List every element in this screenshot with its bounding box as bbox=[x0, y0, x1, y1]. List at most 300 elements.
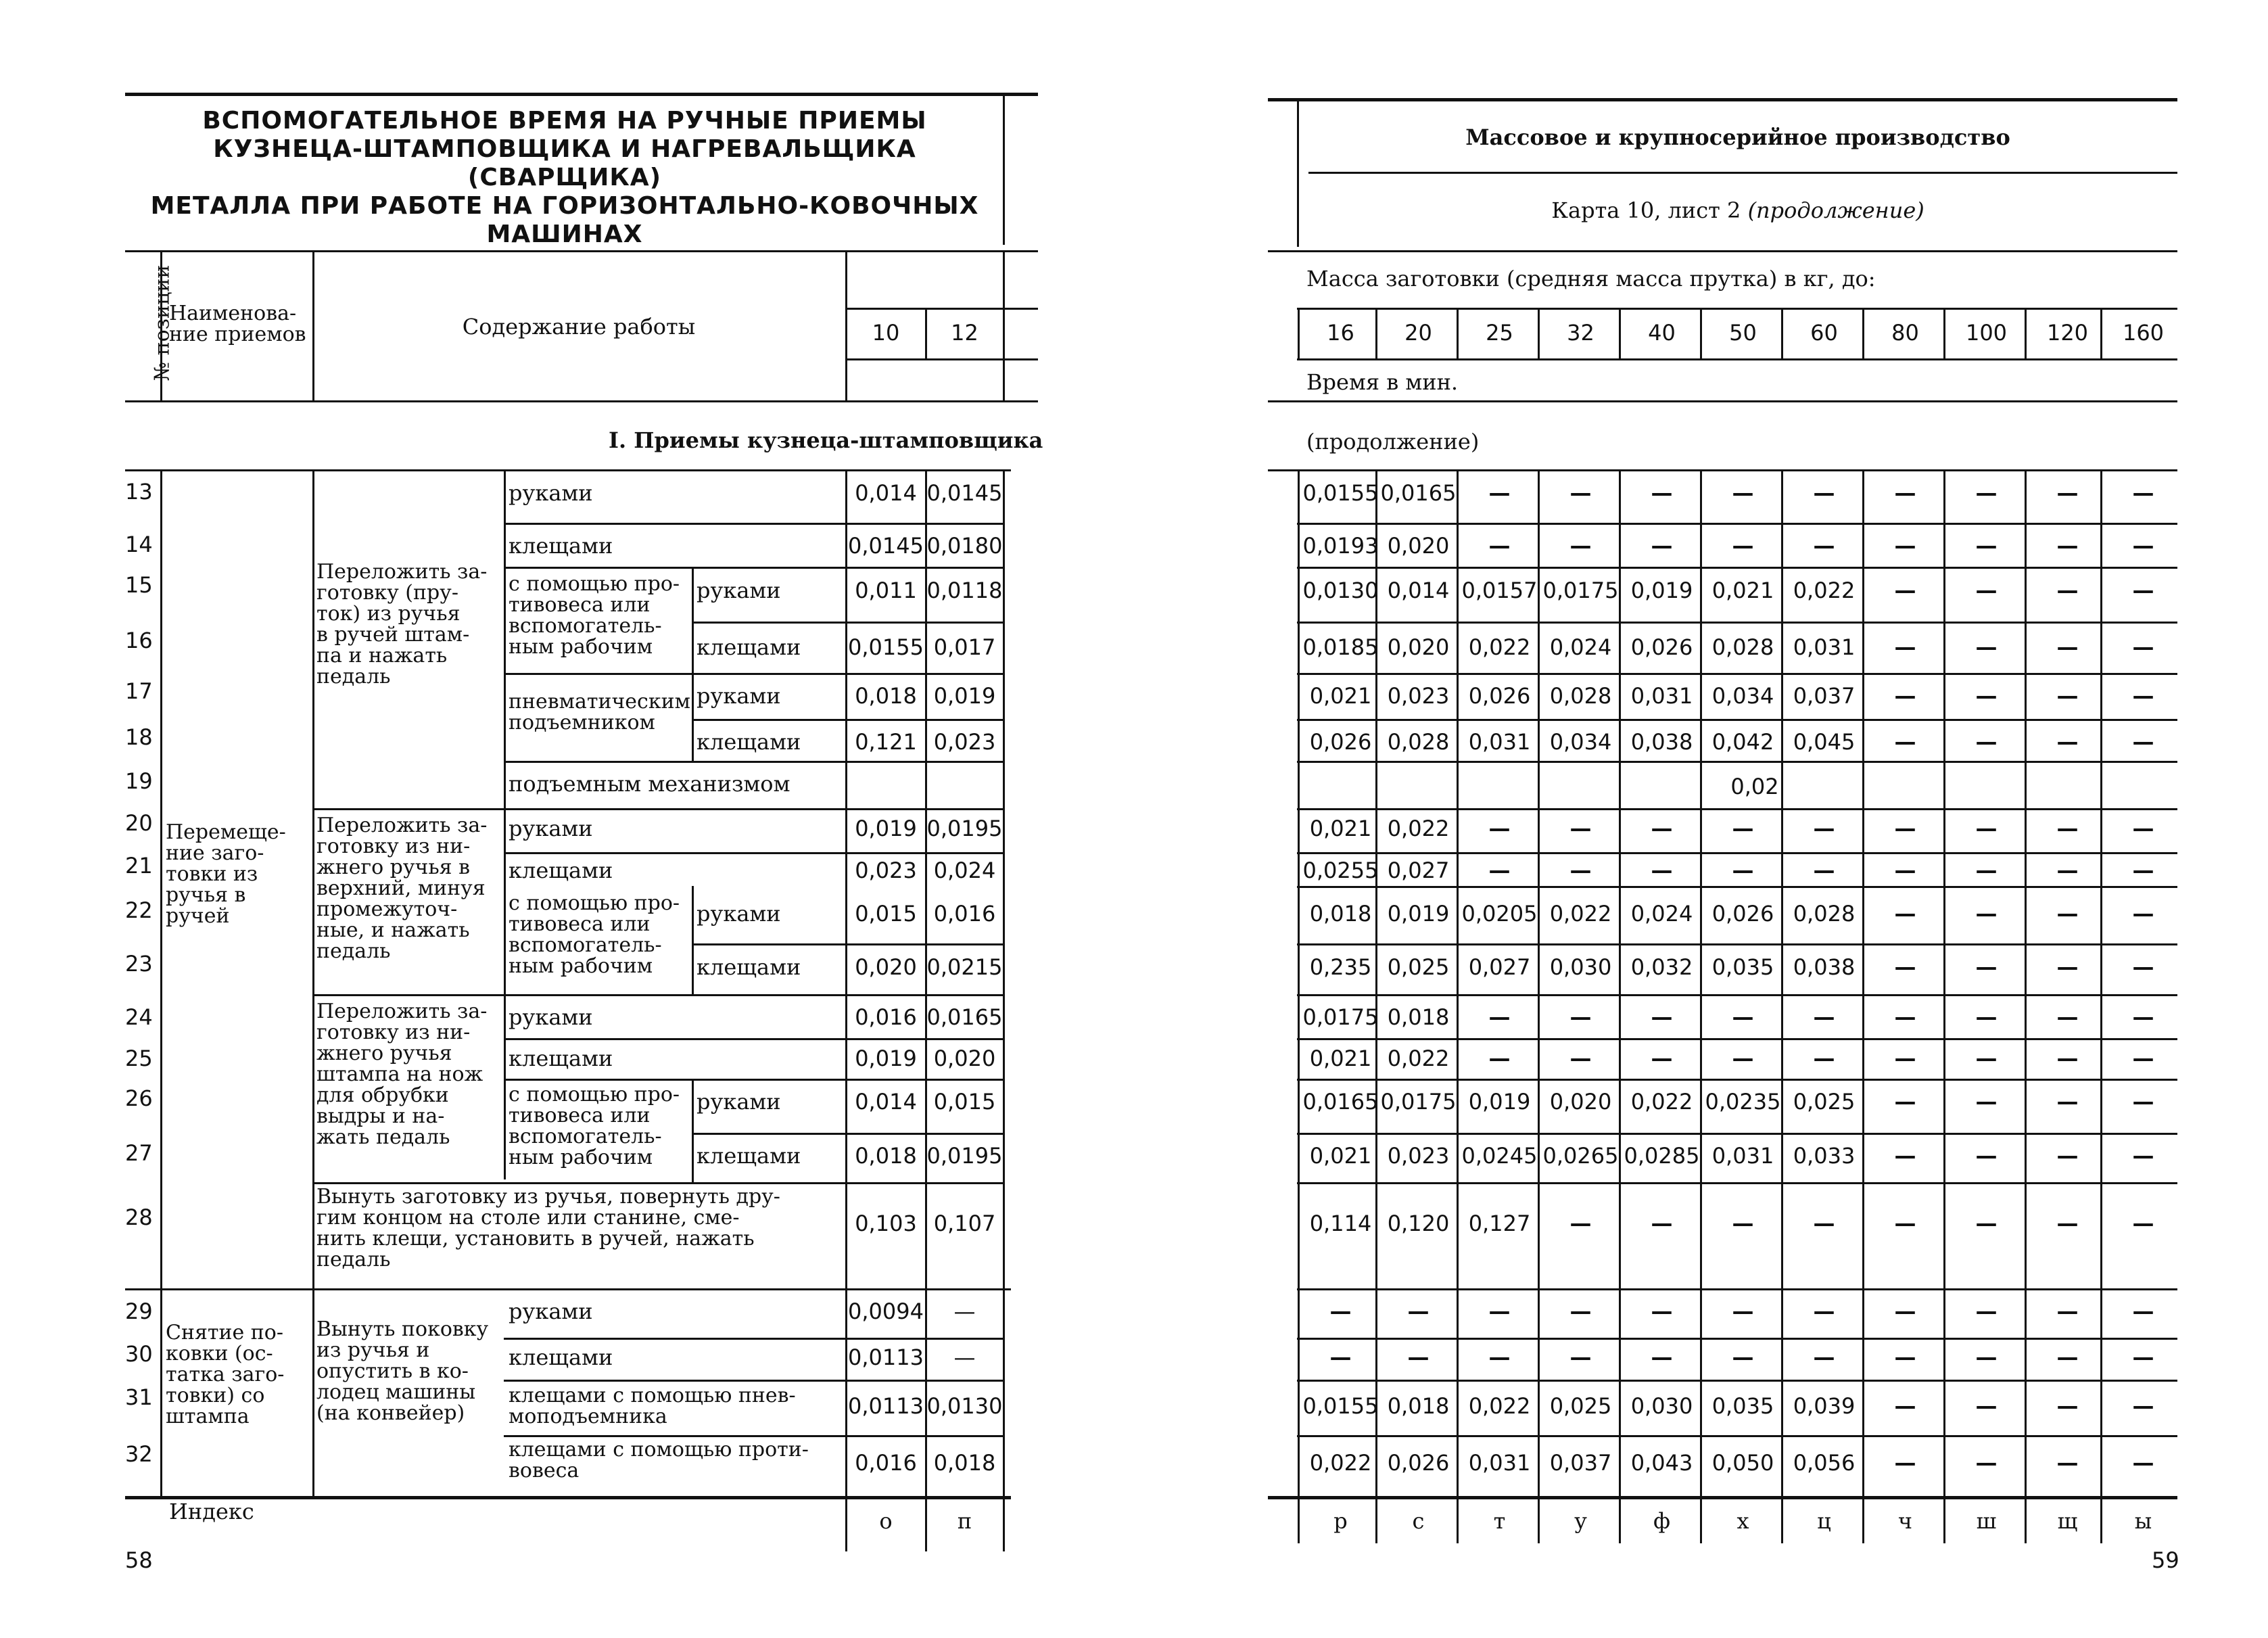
detail-hands: руками bbox=[696, 578, 781, 603]
detail-hands: руками bbox=[696, 683, 781, 709]
value-cell: — bbox=[1732, 816, 1754, 841]
value-cell: 0,0255 bbox=[1302, 858, 1379, 883]
value-cell: — bbox=[1569, 816, 1592, 841]
index-value: р bbox=[1333, 1508, 1348, 1534]
value-cell: 0,107 bbox=[933, 1211, 996, 1236]
value-cell: 0,0118 bbox=[926, 578, 1003, 603]
value-cell: 0,021 bbox=[1309, 1143, 1372, 1169]
value-cell: 0,121 bbox=[855, 729, 917, 755]
value-cell: — bbox=[1407, 1344, 1430, 1370]
value-cell: 0,0155 bbox=[848, 634, 924, 660]
value-cell: — bbox=[2132, 1344, 2154, 1370]
value-cell: 0,042 bbox=[1711, 729, 1774, 755]
value-cell: 0,016 bbox=[855, 1004, 917, 1030]
value-cell: 0,0235 bbox=[1705, 1089, 1781, 1115]
value-cell: — bbox=[1975, 1004, 1998, 1030]
value-cell: — bbox=[1894, 1298, 1916, 1324]
value-cell: 0,019 bbox=[855, 1046, 917, 1071]
value-cell: — bbox=[1569, 1344, 1592, 1370]
value-cell: — bbox=[1732, 1211, 1754, 1236]
header-mass-10: 10 bbox=[872, 320, 900, 346]
value-cell: — bbox=[2132, 1393, 2154, 1419]
position-number: 23 bbox=[125, 951, 153, 977]
value-cell: 0,0205 bbox=[1461, 901, 1538, 927]
value-cell: 0,034 bbox=[1711, 683, 1774, 709]
value-cell: — bbox=[2056, 1450, 2079, 1476]
value-cell: 0,014 bbox=[855, 1089, 917, 1115]
value-cell: 0,016 bbox=[855, 1450, 917, 1476]
value-cell: 0,103 bbox=[855, 1211, 917, 1236]
row28-text: Вынуть заготовку из ручья, повернуть дру- гим концом на столе или станине, сме- нить клещи, установить в ручей, нажать педаль bbox=[316, 1185, 780, 1271]
value-cell: — bbox=[1975, 1143, 1998, 1169]
value-cell: 0,0145 bbox=[926, 480, 1003, 506]
value-cell: 0,0215 bbox=[926, 954, 1003, 980]
position-number: 13 bbox=[125, 479, 153, 505]
value-cell: 0,0113 bbox=[848, 1393, 924, 1419]
value-cell: — bbox=[2056, 533, 2079, 559]
position-number: 18 bbox=[125, 724, 153, 750]
value-cell: — bbox=[1894, 1143, 1916, 1169]
time-label: Время в мин. bbox=[1306, 369, 1459, 395]
value-cell: — bbox=[2132, 1211, 2154, 1236]
value-cell: — bbox=[2056, 578, 2079, 603]
value-cell: — bbox=[1975, 1089, 1998, 1115]
index-value: ы bbox=[2134, 1508, 2152, 1534]
detail-pneumatic: пневматическим подъемником bbox=[509, 690, 690, 734]
value-cell: — bbox=[1975, 858, 1998, 883]
mass-column-header: 160 bbox=[2122, 320, 2165, 346]
value-cell: 0,023 bbox=[855, 858, 917, 883]
position-number: 21 bbox=[125, 853, 153, 879]
value-cell: — bbox=[1813, 1298, 1835, 1324]
value-cell: 0,0195 bbox=[926, 1143, 1003, 1169]
mass-column-header: 50 bbox=[1729, 320, 1757, 346]
value-cell: 0,024 bbox=[1630, 901, 1693, 927]
value-cell: 0,028 bbox=[1793, 901, 1856, 927]
detail-tongs: клещами bbox=[509, 858, 613, 883]
value-cell: 0,026 bbox=[1309, 729, 1372, 755]
value-cell: — bbox=[1975, 1298, 1998, 1324]
value-cell: — bbox=[1651, 1046, 1673, 1071]
position-number: 30 bbox=[125, 1341, 153, 1367]
value-cell: — bbox=[1813, 1211, 1835, 1236]
position-number: 31 bbox=[125, 1384, 153, 1410]
position-number: 16 bbox=[125, 628, 153, 653]
value-cell: — bbox=[2056, 1089, 2079, 1115]
value-cell: — bbox=[1894, 858, 1916, 883]
mass-column-header: 60 bbox=[1810, 320, 1838, 346]
value-cell: 0,0130 bbox=[1302, 578, 1379, 603]
value-cell: 0,020 bbox=[855, 954, 917, 980]
value-cell: — bbox=[1813, 533, 1835, 559]
value-cell: 0,011 bbox=[855, 578, 917, 603]
value-cell: — bbox=[1894, 729, 1916, 755]
value-cell: — bbox=[1975, 578, 1998, 603]
value-cell: 0,031 bbox=[1468, 1450, 1531, 1476]
value-cell: — bbox=[2056, 858, 2079, 883]
value-cell: 0,015 bbox=[855, 901, 917, 927]
value-cell: 0,026 bbox=[1630, 634, 1693, 660]
position-number: 14 bbox=[125, 532, 153, 557]
value-cell: — bbox=[1569, 533, 1592, 559]
subgroup-3-text: Переложить за- готовку из ни- жнего ручья штампа на нож для обрубки выдры и на- жать педаль bbox=[316, 1000, 488, 1149]
mass-label: Масса заготовки (средняя масса прутка) в кг, до: bbox=[1306, 266, 1876, 291]
page-title: ВСПОМОГАТЕЛЬНОЕ ВРЕМЯ НА РУЧНЫЕ ПРИЕМЫ КУЗНЕЦА-ШТАМПОВЩИКА И НАГРЕВАЛЬЩИКА (СВАРЩИКА) МЕТАЛЛА ПРИ РАБОТЕ НА ГОРИЗОНТАЛЬНО-КОВОЧНЫХ МАШИНАХ bbox=[150, 107, 979, 248]
value-cell: 0,120 bbox=[1387, 1211, 1450, 1236]
index-value: ч bbox=[1897, 1508, 1913, 1534]
value-cell: — bbox=[1732, 1344, 1754, 1370]
value-cell: 0,023 bbox=[1387, 1143, 1450, 1169]
value-cell: 0,023 bbox=[933, 729, 996, 755]
value-cell: — bbox=[1488, 858, 1511, 883]
value-cell: 0,039 bbox=[1793, 1393, 1856, 1419]
value-cell: 0,021 bbox=[1309, 1046, 1372, 1071]
value-cell: 0,031 bbox=[1793, 634, 1856, 660]
value-cell: 0,033 bbox=[1793, 1143, 1856, 1169]
value-cell: — bbox=[1975, 1344, 1998, 1370]
value-cell: — bbox=[1488, 1298, 1511, 1324]
detail-tongs: клещами bbox=[509, 1344, 613, 1370]
position-number: 27 bbox=[125, 1140, 153, 1166]
value-cell: 0,018 bbox=[933, 1450, 996, 1476]
value-cell: — bbox=[1651, 533, 1673, 559]
value-cell: 0,018 bbox=[1387, 1393, 1450, 1419]
mass-column-header: 32 bbox=[1567, 320, 1594, 346]
detail-hands: руками bbox=[509, 1004, 593, 1030]
detail-tongs: клещами bbox=[509, 533, 613, 559]
value-cell: — bbox=[1732, 480, 1754, 506]
position-number: 15 bbox=[125, 572, 153, 598]
value-cell: 0,032 bbox=[1630, 954, 1693, 980]
value-cell: — bbox=[2132, 533, 2154, 559]
value-cell: 0,027 bbox=[1387, 858, 1450, 883]
value-cell: 0,028 bbox=[1387, 729, 1450, 755]
continuation-label: (продолжение) bbox=[1306, 429, 1480, 454]
value-cell: 0,025 bbox=[1549, 1393, 1612, 1419]
value-cell: 0,022 bbox=[1387, 816, 1450, 841]
value-cell: — bbox=[1569, 1211, 1592, 1236]
value-cell: — bbox=[1651, 1211, 1673, 1236]
value-cell: 0,022 bbox=[1387, 1046, 1450, 1071]
value-cell: 0,022 bbox=[1309, 1450, 1372, 1476]
value-cell: — bbox=[1894, 533, 1916, 559]
group-a-name: Перемеще- ние заго- товки из ручья в ручей bbox=[166, 820, 286, 928]
value-cell: 0,014 bbox=[855, 480, 917, 506]
value-cell: 0,0175 bbox=[1380, 1089, 1457, 1115]
value-cell: — bbox=[1894, 1450, 1916, 1476]
value-cell: 0,018 bbox=[1309, 901, 1372, 927]
value-cell: — bbox=[2056, 683, 2079, 709]
index-value: х bbox=[1737, 1508, 1749, 1534]
index-value: п bbox=[957, 1508, 972, 1534]
value-cell: — bbox=[1732, 1298, 1754, 1324]
value-cell: 0,021 bbox=[1309, 683, 1372, 709]
value-cell: 0,028 bbox=[1549, 683, 1612, 709]
row31-text: клещами с помощью пнев- моподъемника bbox=[509, 1384, 796, 1428]
value-cell: 0,0157 bbox=[1461, 578, 1538, 603]
detail-hands: руками bbox=[696, 901, 781, 927]
value-cell: 0,045 bbox=[1793, 729, 1856, 755]
value-cell: — bbox=[1569, 1004, 1592, 1030]
value-cell: — bbox=[2132, 1046, 2154, 1071]
value-cell: — bbox=[2132, 1450, 2154, 1476]
value-cell: — bbox=[1975, 533, 1998, 559]
value-cell: — bbox=[2132, 634, 2154, 660]
index-value: т bbox=[1493, 1508, 1506, 1534]
value-cell: 0,0113 bbox=[848, 1344, 924, 1370]
value-cell: — bbox=[2132, 1143, 2154, 1169]
value-cell: — bbox=[1813, 480, 1835, 506]
index-value: с bbox=[1412, 1508, 1425, 1534]
value-cell: — bbox=[2056, 1298, 2079, 1324]
value-cell: 0,028 bbox=[1711, 634, 1774, 660]
value-cell: — bbox=[1975, 729, 1998, 755]
production-type: Массовое и крупносерийное производство bbox=[1465, 124, 2010, 150]
value-cell: — bbox=[2132, 1089, 2154, 1115]
detail-tongs: клещами bbox=[696, 954, 801, 980]
value-cell: 0,019 bbox=[1387, 901, 1450, 927]
value-cell: — bbox=[2132, 1298, 2154, 1324]
value-cell: — bbox=[1488, 533, 1511, 559]
value-cell: — bbox=[1407, 1298, 1430, 1324]
value-cell: — bbox=[2132, 729, 2154, 755]
header-mass-12: 12 bbox=[951, 320, 978, 346]
header-name: Наименова- ние приемов bbox=[169, 302, 306, 346]
mass-column-header: 80 bbox=[1891, 320, 1919, 346]
value-cell: — bbox=[2132, 858, 2154, 883]
value-cell: 0,016 bbox=[933, 901, 996, 927]
value-cell: — bbox=[1894, 1211, 1916, 1236]
value-cell: — bbox=[1975, 816, 1998, 841]
value-cell: 0,0165 bbox=[926, 1004, 1003, 1030]
value-cell: 0,035 bbox=[1711, 954, 1774, 980]
value-cell: 0,0185 bbox=[1302, 634, 1379, 660]
value-cell: 0,030 bbox=[1630, 1393, 1693, 1419]
value-cell: 0,018 bbox=[855, 1143, 917, 1169]
value-cell: 0,020 bbox=[1387, 634, 1450, 660]
value-cell: — bbox=[1732, 1046, 1754, 1071]
value-cell: 0,025 bbox=[1793, 1089, 1856, 1115]
value-cell: — bbox=[2056, 954, 2079, 980]
value-cell: — bbox=[953, 1298, 976, 1324]
value-cell: — bbox=[1975, 954, 1998, 980]
value-cell: 0,020 bbox=[933, 1046, 996, 1071]
value-cell: — bbox=[1488, 816, 1511, 841]
group-b-name: Снятие по- ковки (ос- татка заго- товки) со штампа bbox=[166, 1321, 285, 1428]
header-content: Содержание работы bbox=[462, 314, 696, 340]
value-cell: 0,026 bbox=[1468, 683, 1531, 709]
mass-column-header: 100 bbox=[1965, 320, 2008, 346]
value-cell: — bbox=[1329, 1344, 1352, 1370]
value-cell: — bbox=[1569, 858, 1592, 883]
row19-value: 0,02 bbox=[1730, 774, 1779, 799]
value-cell: — bbox=[1975, 1211, 1998, 1236]
value-cell: — bbox=[1975, 1046, 1998, 1071]
value-cell: 0,031 bbox=[1630, 683, 1693, 709]
value-cell: 0,017 bbox=[933, 634, 996, 660]
value-cell: — bbox=[1894, 578, 1916, 603]
subgroup-1-text: Переложить за- готовку (пру- ток) из ручья в ручей штам- па и нажать педаль bbox=[316, 560, 488, 688]
value-cell: 0,018 bbox=[1387, 1004, 1450, 1030]
value-cell: 0,0155 bbox=[1302, 480, 1379, 506]
mass-column-header: 16 bbox=[1327, 320, 1354, 346]
value-cell: 0,027 bbox=[1468, 954, 1531, 980]
mass-column-header: 120 bbox=[2046, 320, 2089, 346]
value-cell: 0,026 bbox=[1387, 1450, 1450, 1476]
value-cell: — bbox=[2056, 1344, 2079, 1370]
value-cell: 0,031 bbox=[1468, 729, 1531, 755]
detail-counterweight: с помощью про- тивовеса или вспомогатель- ным рабочим bbox=[509, 572, 680, 659]
detail-hands: руками bbox=[509, 816, 593, 841]
value-cell: 0,019 bbox=[933, 683, 996, 709]
value-cell: 0,019 bbox=[1468, 1089, 1531, 1115]
detail-lift-mechanism: подъемным механизмом bbox=[509, 771, 790, 797]
header-position: № позиции bbox=[150, 264, 174, 381]
value-cell: 0,043 bbox=[1630, 1450, 1693, 1476]
value-cell: — bbox=[1894, 683, 1916, 709]
value-cell: — bbox=[2132, 578, 2154, 603]
value-cell: — bbox=[1894, 1393, 1916, 1419]
value-cell: — bbox=[1813, 1004, 1835, 1030]
position-number: 22 bbox=[125, 897, 153, 923]
row32-text: клещами с помощью проти- вовеса bbox=[509, 1438, 809, 1482]
mass-column-header: 20 bbox=[1404, 320, 1432, 346]
value-cell: 0,021 bbox=[1309, 816, 1372, 841]
value-cell: 0,038 bbox=[1793, 954, 1856, 980]
value-cell: 0,0285 bbox=[1624, 1143, 1700, 1169]
position-number: 26 bbox=[125, 1085, 153, 1111]
value-cell: — bbox=[1651, 1298, 1673, 1324]
value-cell: 0,037 bbox=[1793, 683, 1856, 709]
value-cell: — bbox=[2056, 480, 2079, 506]
value-cell: 0,015 bbox=[933, 1089, 996, 1115]
value-cell: 0,050 bbox=[1711, 1450, 1774, 1476]
value-cell: — bbox=[1732, 1004, 1754, 1030]
value-cell: 0,022 bbox=[1549, 901, 1612, 927]
value-cell: — bbox=[1894, 1004, 1916, 1030]
value-cell: — bbox=[1894, 1089, 1916, 1115]
value-cell: — bbox=[1813, 1046, 1835, 1071]
value-cell: — bbox=[1813, 1344, 1835, 1370]
value-cell: 0,024 bbox=[1549, 634, 1612, 660]
value-cell: 0,038 bbox=[1630, 729, 1693, 755]
value-cell: — bbox=[1488, 1046, 1511, 1071]
value-cell: — bbox=[1651, 816, 1673, 841]
mass-column-header: 40 bbox=[1648, 320, 1676, 346]
position-number: 32 bbox=[125, 1441, 153, 1467]
mass-column-header: 25 bbox=[1486, 320, 1513, 346]
position-number: 25 bbox=[125, 1046, 153, 1071]
value-cell: — bbox=[1651, 858, 1673, 883]
value-cell: — bbox=[2056, 634, 2079, 660]
value-cell: — bbox=[2056, 1211, 2079, 1236]
value-cell: 0,114 bbox=[1309, 1211, 1372, 1236]
value-cell: — bbox=[2132, 901, 2154, 927]
value-cell: 0,022 bbox=[1793, 578, 1856, 603]
value-cell: — bbox=[1894, 954, 1916, 980]
value-cell: 0,020 bbox=[1549, 1089, 1612, 1115]
value-cell: — bbox=[2132, 1004, 2154, 1030]
value-cell: 0,014 bbox=[1387, 578, 1450, 603]
detail-counterweight: с помощью про- тивовеса или вспомогатель- ным рабочим bbox=[509, 1083, 680, 1169]
value-cell: 0,0245 bbox=[1461, 1143, 1538, 1169]
value-cell: — bbox=[1894, 634, 1916, 660]
card-label: Карта 10, лист 2 (продолжение) bbox=[1551, 197, 1924, 223]
detail-hands: руками bbox=[696, 1089, 781, 1115]
page-number: 58 bbox=[125, 1547, 153, 1573]
index-value: ц bbox=[1817, 1508, 1831, 1534]
value-cell: — bbox=[1569, 1046, 1592, 1071]
value-cell: 0,0265 bbox=[1542, 1143, 1619, 1169]
value-cell: 0,034 bbox=[1549, 729, 1612, 755]
value-cell: — bbox=[1894, 901, 1916, 927]
value-cell: — bbox=[1975, 901, 1998, 927]
value-cell: 0,235 bbox=[1309, 954, 1372, 980]
value-cell: — bbox=[2132, 683, 2154, 709]
page-number: 59 bbox=[2152, 1547, 2179, 1573]
section-title: I. Приемы кузнеца-штамповщика bbox=[609, 427, 1043, 453]
value-cell: — bbox=[1975, 480, 1998, 506]
value-cell: 0,030 bbox=[1549, 954, 1612, 980]
value-cell: 0,022 bbox=[1630, 1089, 1693, 1115]
index-value: щ bbox=[2057, 1508, 2078, 1534]
value-cell: — bbox=[1488, 1344, 1511, 1370]
detail-tongs: клещами bbox=[509, 1046, 613, 1071]
value-cell: 0,019 bbox=[855, 816, 917, 841]
value-cell: — bbox=[953, 1344, 976, 1370]
value-cell: — bbox=[1651, 1004, 1673, 1030]
position-number: 24 bbox=[125, 1004, 153, 1030]
value-cell: 0,031 bbox=[1711, 1143, 1774, 1169]
value-cell: 0,0195 bbox=[926, 816, 1003, 841]
detail-counterweight: с помощью про- тивовеса или вспомогатель- ным рабочим bbox=[509, 891, 680, 978]
value-cell: — bbox=[1569, 480, 1592, 506]
value-cell: 0,018 bbox=[855, 683, 917, 709]
subgroup-4-text: Вынуть поковку из ручья и опустить в ко- лодец машины (на конвейер) bbox=[316, 1317, 489, 1425]
value-cell: 0,0180 bbox=[926, 533, 1003, 559]
value-cell: — bbox=[2056, 1004, 2079, 1030]
value-cell: — bbox=[1569, 1298, 1592, 1324]
value-cell: — bbox=[2056, 1143, 2079, 1169]
value-cell: — bbox=[2056, 729, 2079, 755]
value-cell: — bbox=[1975, 1450, 1998, 1476]
value-cell: — bbox=[1329, 1298, 1352, 1324]
value-cell: 0,035 bbox=[1711, 1393, 1774, 1419]
value-cell: — bbox=[2056, 1046, 2079, 1071]
value-cell: 0,037 bbox=[1549, 1450, 1612, 1476]
position-number: 17 bbox=[125, 678, 153, 704]
value-cell: 0,0175 bbox=[1542, 578, 1619, 603]
detail-tongs: клещами bbox=[696, 1143, 801, 1169]
subgroup-2-text: Переложить за- готовку из ни- жнего ручья в верхний, минуя промежуточ- ные, и нажать педаль bbox=[316, 814, 488, 963]
value-cell: — bbox=[1894, 816, 1916, 841]
position-number: 19 bbox=[125, 768, 153, 794]
detail-tongs: клещами bbox=[696, 634, 801, 660]
value-cell: — bbox=[2056, 1393, 2079, 1419]
value-cell: — bbox=[1488, 1004, 1511, 1030]
value-cell: 0,056 bbox=[1793, 1450, 1856, 1476]
value-cell: 0,0175 bbox=[1302, 1004, 1379, 1030]
value-cell: 0,025 bbox=[1387, 954, 1450, 980]
index-value: о bbox=[879, 1508, 893, 1534]
value-cell: 0,024 bbox=[933, 858, 996, 883]
value-cell: 0,127 bbox=[1468, 1211, 1531, 1236]
detail-hands: руками bbox=[509, 1298, 593, 1324]
value-cell: — bbox=[1894, 480, 1916, 506]
value-cell: — bbox=[2132, 480, 2154, 506]
value-cell: — bbox=[1651, 1344, 1673, 1370]
value-cell: — bbox=[1813, 816, 1835, 841]
